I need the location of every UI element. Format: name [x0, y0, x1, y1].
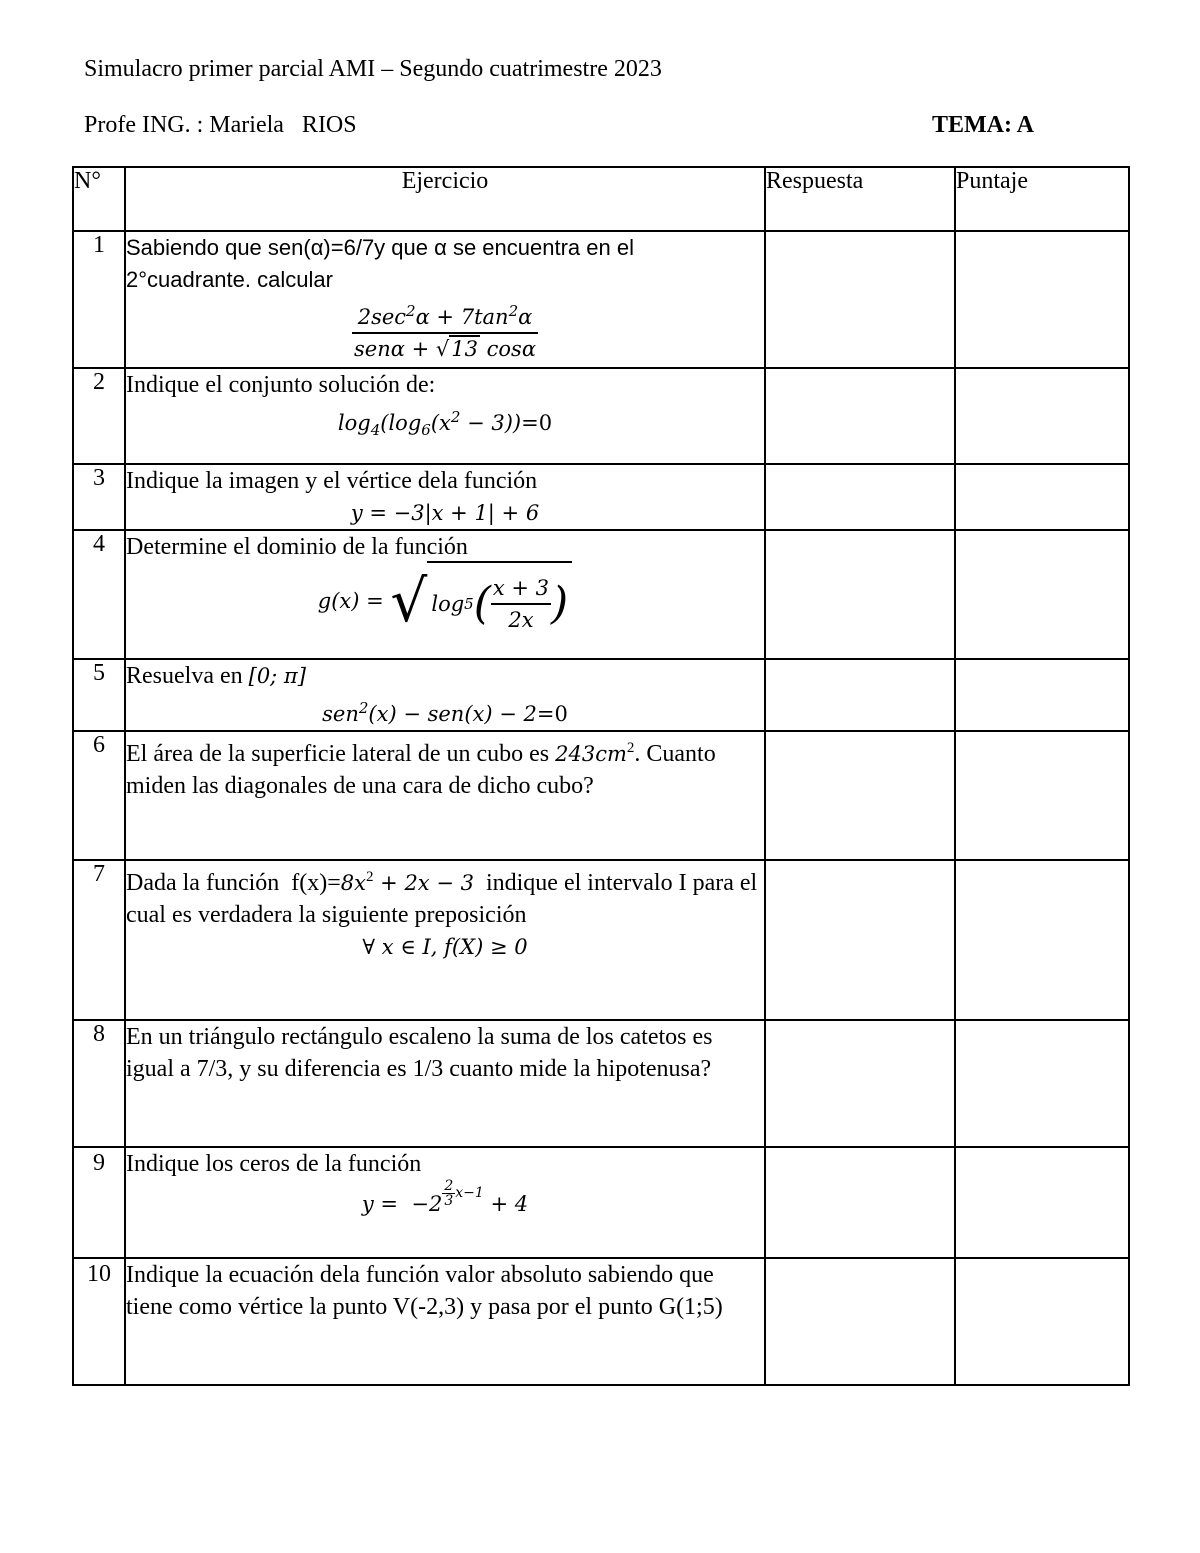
- score-cell[interactable]: [955, 659, 1129, 731]
- row-number: 6: [73, 731, 125, 860]
- row-number: 8: [73, 1020, 125, 1147]
- score-cell[interactable]: [955, 1147, 1129, 1258]
- table-row: [73, 464, 1129, 530]
- score-cell[interactable]: [955, 464, 1129, 530]
- exercise-text: Resuelva en [0; π]: [126, 663, 306, 689]
- answer-cell[interactable]: [765, 731, 955, 860]
- table-row: [73, 231, 1129, 368]
- exercise-text: Indique la imagen y el vértice dela función: [126, 468, 538, 494]
- tema-label: TEMA: A: [932, 112, 1034, 138]
- exercise-formula: y = −2 $\frac{2}{3}$ x−1 + 4: [361, 1177, 529, 1216]
- row-number: 9: [73, 1147, 125, 1258]
- exercise-text: El área de la superficie lateral de un cubo es $243cm^2$. Cuanto miden las diagonales de una cara de dicho cubo?: [126, 740, 716, 799]
- exercise-text: Indique la ecuación dela función valor absoluto sabiendo que tiene como vértice la punto V(-2,3) y pasa por el punto G(1;5): [126, 1262, 723, 1320]
- exercise-cell: [125, 1020, 765, 1147]
- score-cell[interactable]: [955, 860, 1129, 1020]
- table-header-row: [73, 167, 1129, 231]
- exercise-text: Indique los ceros de la función: [126, 1151, 422, 1177]
- exercise-cell: [125, 1258, 765, 1385]
- score-cell[interactable]: [955, 368, 1129, 464]
- exercise-text: En un triángulo rectángulo escaleno la suma de los catetos es igual a 7/3, y su diferencia es 1/3 cuanto mide la hipotenusa?: [126, 1024, 713, 1082]
- score-cell[interactable]: [955, 731, 1129, 860]
- professor-line: Profe ING. : Mariela RIOS: [84, 112, 357, 138]
- answer-cell[interactable]: [765, 1020, 955, 1147]
- table-row: [73, 860, 1129, 1020]
- row-number: 5: [73, 659, 125, 731]
- row-number: 1: [73, 231, 125, 368]
- exercise-text: Sabiendo que sen(α)=6/7y que α se encuentra en el 2°cuadrante. calcular: [126, 235, 634, 292]
- header-exercise: Ejercicio: [125, 167, 765, 231]
- score-cell[interactable]: [955, 530, 1129, 659]
- exercise-cell: [125, 368, 765, 464]
- exercise-cell: [125, 1147, 765, 1258]
- exercise-cell: [125, 231, 765, 368]
- answer-cell[interactable]: [765, 231, 955, 368]
- exercise-formula: g(x) = √ log 5 ( $\frac{x + 3}{2x}$ ): [126, 561, 764, 641]
- exercise-cell: [125, 659, 765, 731]
- answer-cell[interactable]: [765, 1147, 955, 1258]
- exercise-table: [72, 166, 1130, 1386]
- header-answer: Respuesta: [765, 167, 955, 231]
- exercise-text: Indique el conjunto solución de:: [126, 372, 436, 398]
- exercise-formula: $\frac{2\sec^2\alpha + 7\tan^2\alpha}{\text{senα + √13 cosα}}$: [126, 296, 764, 364]
- table-row: [73, 1258, 1129, 1385]
- exercise-cell: [125, 530, 765, 659]
- table-row: [73, 1147, 1129, 1258]
- header-number: N°: [73, 167, 125, 231]
- table-row: [73, 731, 1129, 860]
- table-row: [73, 368, 1129, 464]
- score-cell[interactable]: [955, 1020, 1129, 1147]
- exercise-formula: $\log_4(\log_6(x^2 - 3))=0$: [337, 408, 553, 440]
- table-row: [73, 530, 1129, 659]
- answer-cell[interactable]: [765, 530, 955, 659]
- row-number: 10: [73, 1258, 125, 1385]
- row-number: 3: [73, 464, 125, 530]
- document-title: Simulacro primer parcial AMI – Segundo cuatrimestre 2023: [84, 56, 662, 82]
- row-number: 4: [73, 530, 125, 659]
- score-cell[interactable]: [955, 1258, 1129, 1385]
- table-row: [73, 659, 1129, 731]
- table-row: [73, 1020, 1129, 1147]
- exercise-text: Dada la función $f(x)=8x^2 + 2x - 3$ indique el intervalo I para el cual es verdadera la siguiente preposición: [126, 869, 764, 928]
- header-score: Puntaje: [955, 167, 1129, 231]
- answer-cell[interactable]: [765, 464, 955, 530]
- answer-cell[interactable]: [765, 368, 955, 464]
- exercise-cell: [125, 464, 765, 530]
- answer-cell[interactable]: [765, 1258, 955, 1385]
- exercise-formula: ∀ x ∈ I, f(X) ≥ 0: [362, 935, 528, 959]
- row-number: 7: [73, 860, 125, 1020]
- exercise-cell: [125, 731, 765, 860]
- exercise-text: Determine el dominio de la función: [126, 534, 468, 560]
- row-number: 2: [73, 368, 125, 464]
- exercise-formula: y = −3|x + 1| + 6: [350, 501, 540, 525]
- exercise-formula: sen$^2$(x) − sen(x) − 2=0: [322, 699, 568, 726]
- score-cell[interactable]: [955, 231, 1129, 368]
- answer-cell[interactable]: [765, 860, 955, 1020]
- exercise-cell: [125, 860, 765, 1020]
- answer-cell[interactable]: [765, 659, 955, 731]
